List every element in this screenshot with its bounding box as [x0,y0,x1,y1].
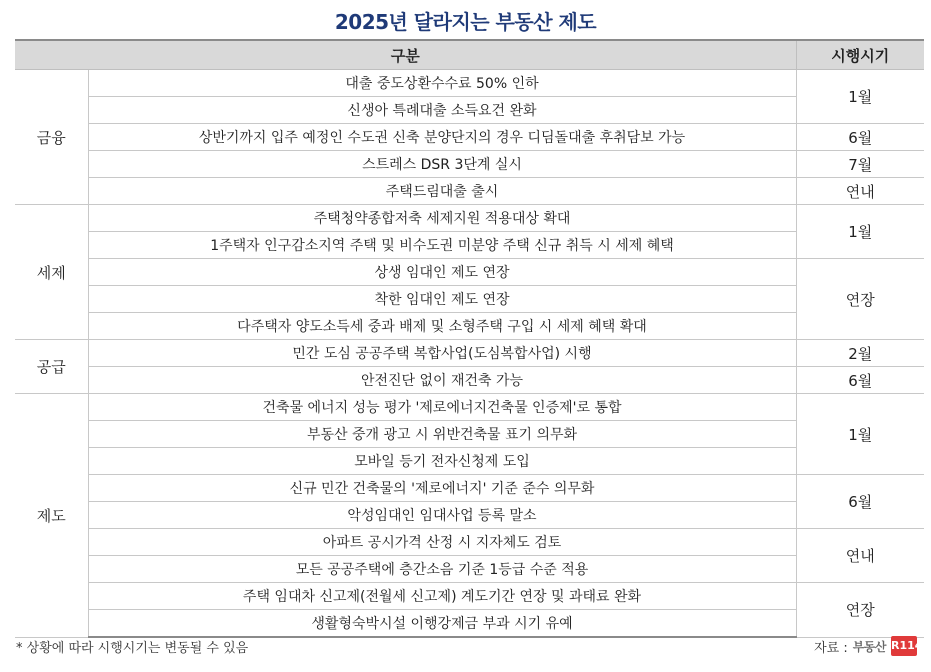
item-cell: 상반기까지 입주 예정인 수도권 신축 분양단지의 경우 디딤돌대출 후취담보 가능 [88,124,796,151]
timing-cell: 연장 [796,259,924,340]
source-credit [814,636,923,656]
table-row [15,340,924,367]
table-row [15,151,924,178]
item-cell: 다주택자 양도소득세 중과 배제 및 소형주택 구입 시 세제 혜택 확대 [88,313,796,340]
table-row [15,556,924,583]
footnote: * 상황에 따라 시행시기는 변동될 수 있음 [16,641,249,656]
item-cell: 주택청약종합저축 세제지원 적용대상 확대 [88,205,796,232]
category-cell: 금융 [15,70,88,205]
item-cell: 1주택자 인구감소지역 주택 및 비수도권 미분양 주택 신규 취득 시 세제 혜택 [88,232,796,259]
timing-cell: 1월 [796,205,924,259]
table-row [15,205,924,232]
table-row [15,259,924,286]
group-finance [15,70,924,205]
table-row [15,421,924,448]
item-cell: 신생아 특례대출 소득요건 완화 [88,97,796,124]
table-row [15,394,924,421]
category-cell: 공급 [15,340,88,394]
table-row [15,475,924,502]
timing-cell: 6월 [796,124,924,151]
table-row [15,610,924,638]
timing-cell: 2월 [796,340,924,367]
item-cell: 상생 임대인 제도 연장 [88,259,796,286]
item-cell: 주택드림대출 출시 [88,178,796,205]
source-label: 자료 : [814,640,848,656]
source-brand: 부동산 [852,639,886,654]
timing-cell: 연내 [796,529,924,583]
item-cell: 스트레스 DSR 3단계 실시 [88,151,796,178]
timing-cell: 6월 [796,367,924,394]
table-row [15,313,924,340]
item-cell: 대출 중도상환수수료 50% 인하 [88,70,796,97]
timing-cell: 연장 [796,583,924,638]
table-row [15,70,924,97]
table-row [15,178,924,205]
category-cell: 제도 [15,394,88,638]
timing-cell: 6월 [796,475,924,529]
item-cell: 악성임대인 임대사업 등록 말소 [88,502,796,529]
item-cell: 아파트 공시가격 산정 시 지자체도 검토 [88,529,796,556]
table-row [15,448,924,475]
item-cell: 건축물 에너지 성능 평가 '제로에너지건축물 인증제'로 통합 [88,394,796,421]
header-timing: 시행시기 [796,40,924,70]
group-supply [15,340,924,394]
group-tax [15,205,924,340]
item-cell: 모바일 등기 전자신청제 도입 [88,448,796,475]
timing-cell: 1월 [796,394,924,475]
item-cell: 착한 임대인 제도 연장 [88,286,796,313]
policy-table [15,39,924,638]
r114-logo-icon: R114 [891,636,917,656]
table-row [15,286,924,313]
timing-cell: 7월 [796,151,924,178]
table-row [15,232,924,259]
table-row [15,124,924,151]
item-cell: 생활형숙박시설 이행강제금 부과 시기 유예 [88,610,796,638]
item-cell: 모든 공공주택에 층간소음 기준 1등급 수준 적용 [88,556,796,583]
item-cell: 민간 도심 공공주택 복합사업(도심복합사업) 시행 [88,340,796,367]
table-row [15,367,924,394]
item-cell: 신규 민간 건축물의 '제로에너지' 기준 준수 의무화 [88,475,796,502]
table-row [15,502,924,529]
item-cell: 부동산 중개 광고 시 위반건축물 표기 의무화 [88,421,796,448]
header-category: 구분 [15,40,796,70]
item-cell: 주택 임대차 신고제(전월세 신고제) 계도기간 연장 및 과태료 완화 [88,583,796,610]
group-system [15,394,924,638]
timing-cell: 1월 [796,70,924,124]
timing-cell: 연내 [796,178,924,205]
category-cell: 세제 [15,205,88,340]
table-header-row [15,40,924,70]
table-row [15,97,924,124]
item-cell: 안전진단 없이 재건축 가능 [88,367,796,394]
page-title: 2025년 달라지는 부동산 제도 [334,10,597,34]
table-row [15,529,924,556]
table-row [15,583,924,610]
